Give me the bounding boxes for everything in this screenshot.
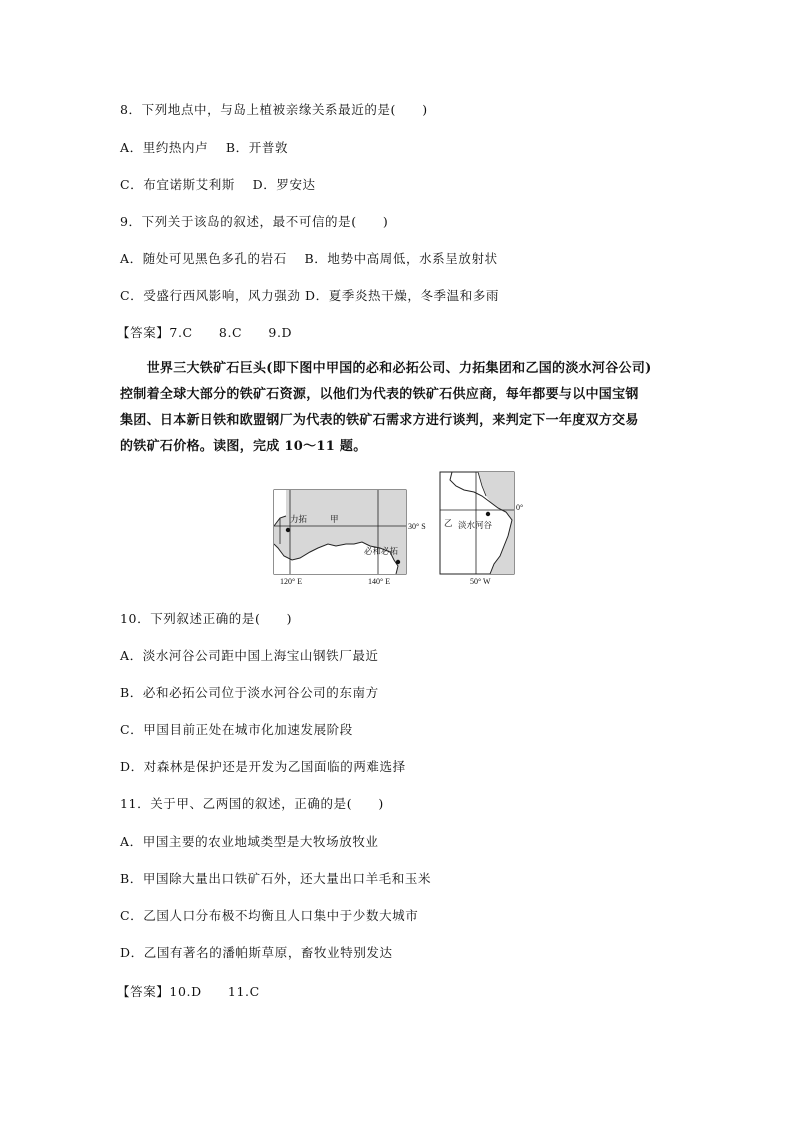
- q11-option-d: D．乙国有著名的潘帕斯草原，畜牧业特别发达: [120, 945, 393, 960]
- q9-options-ab: A．随处可见黑色多孔的岩石 B．地势中高周低，水系呈放射状: [120, 251, 498, 266]
- q10-option-c: C．甲国目前正处在城市化加速发展阶段: [120, 722, 353, 737]
- map-country-jia: 甲: [330, 515, 339, 525]
- passage-line: 集团、日本新日铁和欧盟钢厂为代表的铁矿石需求方进行谈判，来判定下一年度双方交易: [120, 413, 639, 428]
- answer-7-9: [117, 323, 292, 341]
- q11-stem: 11．关于甲、乙两国的叙述，正确的是( ): [120, 796, 384, 811]
- q11-option-b: B．甲国除大量出口铁矿石外，还大量出口羊毛和玉米: [120, 871, 432, 886]
- answer-10-11: [117, 982, 260, 1000]
- map-lat-30s: 30° S: [408, 522, 426, 531]
- q8-stem: 8．下列地点中，与岛上植被亲缘关系最近的是( ): [120, 102, 428, 117]
- map-city-rio-tinto: 力拓: [290, 515, 308, 525]
- map-lat-0: 0°: [516, 503, 524, 512]
- map-lon-140e: 140° E: [368, 577, 391, 586]
- q11-option-a: A．甲国主要的农业地域类型是大牧场放牧业: [120, 834, 379, 849]
- q10-option-b: B．必和必拓公司位于淡水河谷公司的东南方: [120, 685, 379, 700]
- answer-text: 7.C 8.C 9.D: [169, 325, 293, 340]
- q10-option-a: A．淡水河谷公司距中国上海宝山钢铁厂最近: [120, 648, 379, 663]
- answer-label: 【答案】: [117, 325, 170, 340]
- passage-line: 的铁矿石价格。读图，完成 10～11 题。: [120, 439, 367, 454]
- map-city-vale: 淡水河谷: [458, 521, 493, 531]
- map-lon-120e: 120° E: [280, 577, 303, 586]
- answer-label: 【答案】: [117, 984, 170, 999]
- q9-options-cd: C．受盛行西风影响，风力强劲 D．夏季炎热干燥，冬季温和多雨: [120, 288, 500, 303]
- q10-option-d: D．对森林是保护还是开发为乙国面临的两难选择: [120, 759, 406, 774]
- q8-options-ab: A．里约热内卢 B．开普敦: [120, 140, 289, 155]
- map-brazil: [438, 470, 538, 590]
- map-country-yi: 乙: [444, 519, 453, 529]
- passage-line: 世界三大铁矿石巨头(即下图中甲国的必和必拓公司、力拓集团和乙国的淡水河谷公司): [120, 361, 652, 376]
- map-city-bhp: 必和必拓: [364, 547, 399, 557]
- map-australia: [270, 488, 426, 588]
- q10-stem: 10．下列叙述正确的是( ): [120, 611, 293, 626]
- q8-options-cd: C．布宜诺斯艾利斯 D．罗安达: [120, 177, 316, 192]
- answer-text: 10.D 11.C: [169, 984, 260, 999]
- q11-option-c: C．乙国人口分布极不均衡且人口集中于少数大城市: [120, 908, 419, 923]
- q9-stem: 9．下列关于该岛的叙述，最不可信的是( ): [120, 214, 389, 229]
- map-lon-50w: 50° W: [470, 577, 491, 586]
- passage-line: 控制着全球大部分的铁矿石资源，以他们为代表的铁矿石供应商，每年都要与以中国宝钢: [120, 387, 639, 402]
